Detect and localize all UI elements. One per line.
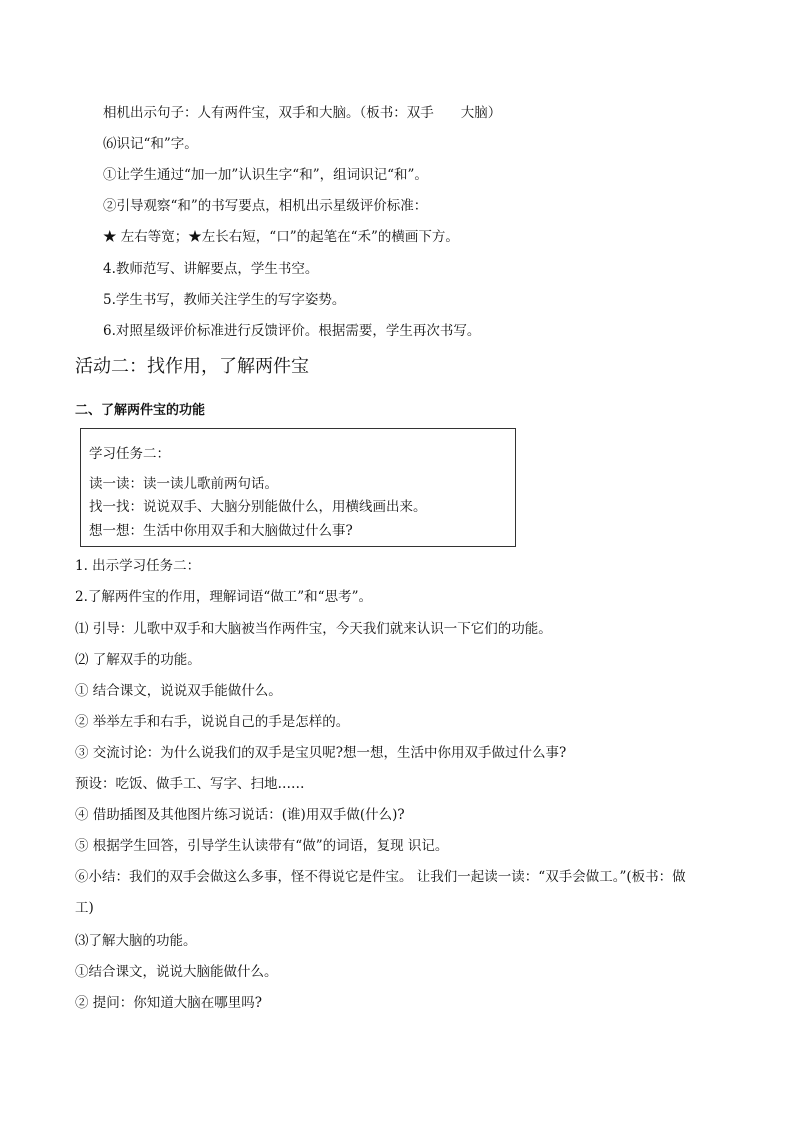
text-line: 2.了解两件宝的作用，理解词语“做工”和“思考”。: [75, 589, 372, 605]
task-item: 想一想：生活中你用双手和大脑做过什么事?: [89, 523, 353, 539]
text-line: 预设：吃饭、做手工、写字、扫地……: [75, 776, 305, 792]
text-line: ② 举举左手和右手，说说自己的手是怎样的。: [75, 714, 350, 730]
text-line: ③ 交流讨论：为什么说我们的双手是宝贝呢?想一想，生活中你用双手做过什么事?: [75, 745, 567, 761]
text-line: ⑶了解大脑的功能。: [75, 933, 197, 949]
text-line: ⑤ 根据学生回答，引导学生认读带有“做”的词语，复现 识记。: [75, 838, 449, 854]
learning-task-box: [80, 428, 516, 547]
text-line: 4.教师范写、讲解要点，学生书空。: [103, 261, 319, 277]
text-line: ⑵ 了解双手的功能。: [75, 652, 201, 668]
activity-title: 活动二：找作用，了解两件宝: [75, 356, 309, 377]
text-line: 相机出示句子：人有两件宝，双手和大脑。（板书：双手 大脑）: [103, 105, 502, 121]
text-line: 6.对照星级评价标准进行反馈评价。根据需要，学生再次书写。: [103, 323, 481, 339]
text-line: 1. 出示学习任务二：: [75, 558, 201, 574]
text-line: ⑥小结：我们的双手会做这么多事，怪不得说它是件宝。 让我们一起读一读：“双手会做工。”(板书：做: [75, 869, 686, 885]
text-line: ★ 左右等宽；★左长右短，“口”的起笔在“禾”的横画下方。: [103, 229, 459, 245]
task-item: 读一读：读一读儿歌前两句话。: [89, 476, 278, 492]
text-line: 工): [75, 900, 94, 916]
task-box-title: 学习任务二：: [89, 446, 170, 462]
text-line: ⑴ 引导：儿歌中双手和大脑被当作两件宝，今天我们就来认识一下它们的功能。: [75, 621, 552, 637]
text-line: ① 结合课文，说说双手能做什么。: [75, 683, 282, 699]
text-line: ⑹识记“和”字。: [103, 136, 198, 152]
text-line: ①让学生通过“加一加”认识生字“和”，组词识记“和”。: [103, 167, 428, 183]
task-item: 找一找：说说双手、大脑分别能做什么，用横线画出来。: [89, 499, 427, 515]
text-line: ② 提问：你知道大脑在哪里吗?: [75, 995, 263, 1011]
section-title: 二、了解两件宝的功能: [75, 403, 206, 418]
text-line: ④ 借助插图及其他图片练习说话：(谁)用双手做(什么)?: [75, 807, 405, 823]
text-line: ①结合课文，说说大脑能做什么。: [75, 964, 278, 980]
text-line: 5.学生书写，教师关注学生的写字姿势。: [103, 292, 346, 308]
text-line: ②引导观察“和”的书写要点，相机出示星级评价标准：: [103, 198, 428, 214]
